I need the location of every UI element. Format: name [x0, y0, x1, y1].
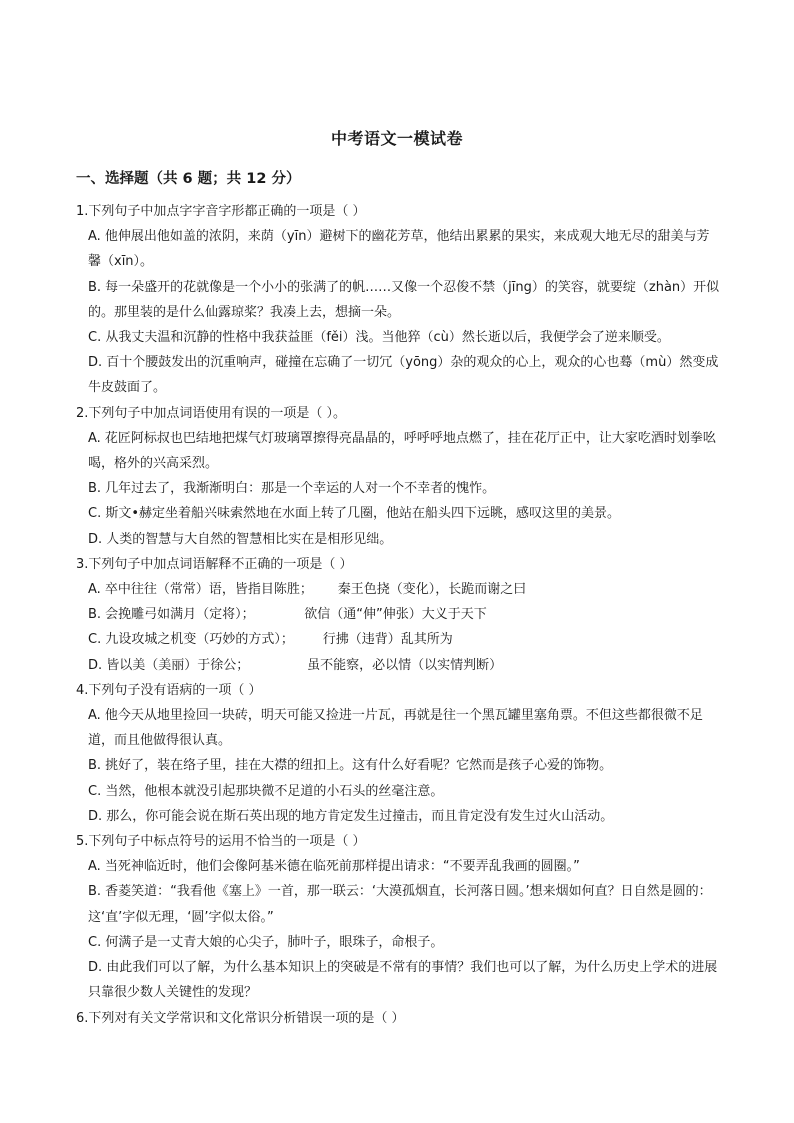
question-5: [76, 829, 722, 1005]
option-a: A. 当死神临近时，他们会像阿基米德在临死前那样提出请求：“不要弄乱我画的圆圈。”: [88, 859, 580, 875]
option-a: A. 花匠阿标叔也巴结地把煤气灯玻璃罩擦得亮晶晶的，呼呼呼地点燃了，挂在花厅正中，让大家吃酒时划拳吆喝，格外的兴高采烈。: [88, 430, 716, 472]
option-c: C. 九设攻城之机变（巧妙的方式）； 行拂（违背）乱其所为: [88, 632, 453, 648]
option-b: B. 香菱笑道：“我看他《塞上》一首，那一联云：‘大漠孤烟直，长河落日圆。’想来烟如何直？日自然是圆的：这‘直’字似无理，‘圆’字似太俗。”: [88, 884, 712, 925]
option-b: B. 几年过去了，我渐渐明白：那是一个幸运的人对一个不幸者的愧怍。: [88, 481, 496, 497]
option-c: C. 从我丈夫温和沉静的性格中我获益匪（fěi）浅。当他猝（cù）然长逝以后，我便学会了逆来顺受。: [88, 330, 670, 346]
question-1: [76, 199, 722, 401]
question-stem: 1.下列句子中加点字字音字形都正确的一项是（ ）: [76, 204, 366, 219]
option-a: A. 他今天从地里捡回一块砖，明天可能又捡进一片瓦，再就是往一个黑瓦罐里塞角票。不但这些都很微不足道，而且他做得很认真。: [88, 708, 703, 749]
option-a: A. 他伸展出他如盖的浓阴，来荫（yīn）避树下的幽花芳草，他结出累累的果实，来成观大地无尽的甜美与芳馨（xīn）。: [88, 229, 710, 270]
question-list: [76, 199, 722, 1031]
option-b: B. 挑好了，装在络子里，挂在大襟的纽扣上。这有什么好看呢？它然而是孩子心爱的饰物。: [88, 758, 613, 774]
option-b: B. 会挽雕弓如满月（定将）； 欲信（通“伸”伸张）大义于天下: [88, 607, 487, 623]
option-b: B. 每一朵盛开的花就像是一个小小的张满了的帆……又像一个忍俊不禁（jīng）的笑容，就要绽（zhàn）开似的。那里装的是什么仙露琼桨？我凑上去，想摘一朵。: [88, 279, 720, 320]
question-2: [76, 401, 722, 552]
section-heading: 一、选择题（共 6 题；共 12 分）: [76, 171, 301, 187]
question-stem: 2.下列句子中加点词语使用有误的一项是（ ）。: [76, 405, 347, 421]
option-a: A. 卒中往往（常常）语，皆指目陈胜； 秦王色挠（变化），长跪而谢之曰: [88, 582, 527, 598]
page-title: 中考语文一模试卷: [330, 129, 463, 148]
option-d: D. 那么，你可能会说在斯石英出现的地方肯定发生过撞击，而且肯定没有发生过火山活动。: [88, 808, 614, 824]
question-6: [76, 1006, 722, 1031]
option-d: D. 百十个腰鼓发出的沉重响声，碰撞在忘确了一切冗（yōng）杂的观众的心上，观众的心也蓦（mù）然变成牛皮鼓面了。: [88, 355, 719, 396]
option-d: D. 人类的智慧与大自然的智慧相比实在是相形见绌。: [88, 531, 393, 547]
question-stem: 6.下列对有关文学常识和文化常识分析错误一项的是（ ）: [76, 1010, 405, 1026]
question-stem: 3.下列句子中加点词语解释不正确的一项是（ ）: [76, 556, 353, 572]
option-c: C. 当然，他根本就没引起那块微不足道的小石头的丝毫注意。: [88, 783, 444, 799]
question-3: [76, 552, 722, 678]
question-stem: 4.下列句子没有语病的一项（ ）: [76, 682, 262, 698]
question-4: [76, 678, 722, 829]
option-c: C. 何满子是一丈青大娘的心尖子，肺叶子，眼珠子，命根子。: [88, 934, 444, 950]
option-d: D. 皆以美（美丽）于徐公； 虽不能察，必以情（以实情判断）: [88, 657, 503, 673]
question-stem: 5.下列句子中标点符号的运用不恰当的一项是（ ）: [76, 834, 366, 850]
option-d: D. 由此我们可以了解，为什么基本知识上的突破是不常有的事情？我们也可以了解，为什么历史上学术的进展只靠很少数人关键性的发现？: [88, 960, 718, 1001]
option-c: C. 斯文•赫定坐着船兴味索然地在水面上转了几圈，他站在船头四下远眺，感叹这里的美景。: [88, 506, 621, 522]
